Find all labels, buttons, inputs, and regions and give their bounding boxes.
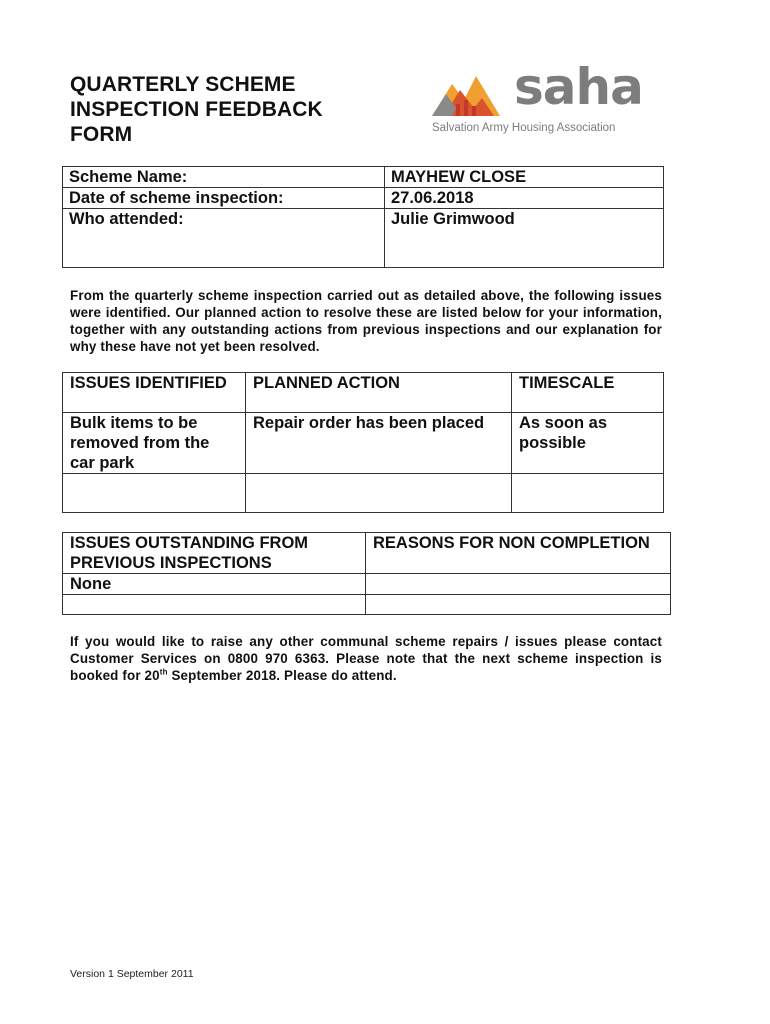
issue-cell: Bulk items to be removed from the car park bbox=[63, 413, 246, 474]
scheme-name-value: MAYHEW CLOSE bbox=[385, 167, 664, 188]
intro-paragraph: From the quarterly scheme inspection carried out as detailed above, the following issues were identified. Our planned action to resolve these are listed below for your information, together with any outstanding actions from previous inspections and our explanation for why these have not yet been resolved. bbox=[70, 288, 662, 354]
inspection-date-value: 27.06.2018 bbox=[385, 188, 664, 209]
issues-table bbox=[62, 372, 664, 513]
attended-label: Who attended: bbox=[63, 209, 385, 268]
timescale-cell-empty bbox=[512, 474, 664, 513]
form-title: QUARTERLY SCHEME INSPECTION FEEDBACK FORM bbox=[70, 73, 323, 146]
outstanding-cell-empty bbox=[63, 595, 366, 615]
attended-value: Julie Grimwood bbox=[385, 209, 664, 268]
saha-logo bbox=[430, 58, 660, 146]
timescale-cell: As soon as possible bbox=[512, 413, 664, 474]
closing-superscript: th bbox=[159, 667, 168, 677]
issue-cell-empty bbox=[63, 474, 246, 513]
timescale-header: TIMESCALE bbox=[512, 373, 664, 413]
outstanding-header: ISSUES OUTSTANDING FROM PREVIOUS INSPECTIONS bbox=[63, 533, 366, 574]
outstanding-table bbox=[62, 532, 671, 615]
house-roof-logo-icon bbox=[430, 70, 510, 120]
planned-action-header: PLANNED ACTION bbox=[246, 373, 512, 413]
inspection-date-label: Date of scheme inspection: bbox=[63, 188, 385, 209]
reasons-cell bbox=[366, 574, 671, 595]
scheme-info-table bbox=[62, 166, 664, 268]
closing-paragraph bbox=[70, 633, 662, 684]
action-cell: Repair order has been placed bbox=[246, 413, 512, 474]
issues-header: ISSUES IDENTIFIED bbox=[63, 373, 246, 413]
version-footer: Version 1 September 2011 bbox=[70, 968, 194, 980]
logo-wordmark: saha bbox=[514, 58, 643, 116]
reasons-header: REASONS FOR NON COMPLETION bbox=[366, 533, 671, 574]
scheme-name-label: Scheme Name: bbox=[63, 167, 385, 188]
closing-text: If you would like to raise any other communal scheme repairs / issues please contact Customer Services on 0800 970 6363. Please note that the next scheme inspection is booked for 20 bbox=[70, 634, 662, 683]
outstanding-cell: None bbox=[63, 574, 366, 595]
logo-subtitle: Salvation Army Housing Association bbox=[432, 122, 616, 134]
closing-text-end: September 2018. Please do attend. bbox=[167, 668, 397, 683]
reasons-cell-empty bbox=[366, 595, 671, 615]
action-cell-empty bbox=[246, 474, 512, 513]
